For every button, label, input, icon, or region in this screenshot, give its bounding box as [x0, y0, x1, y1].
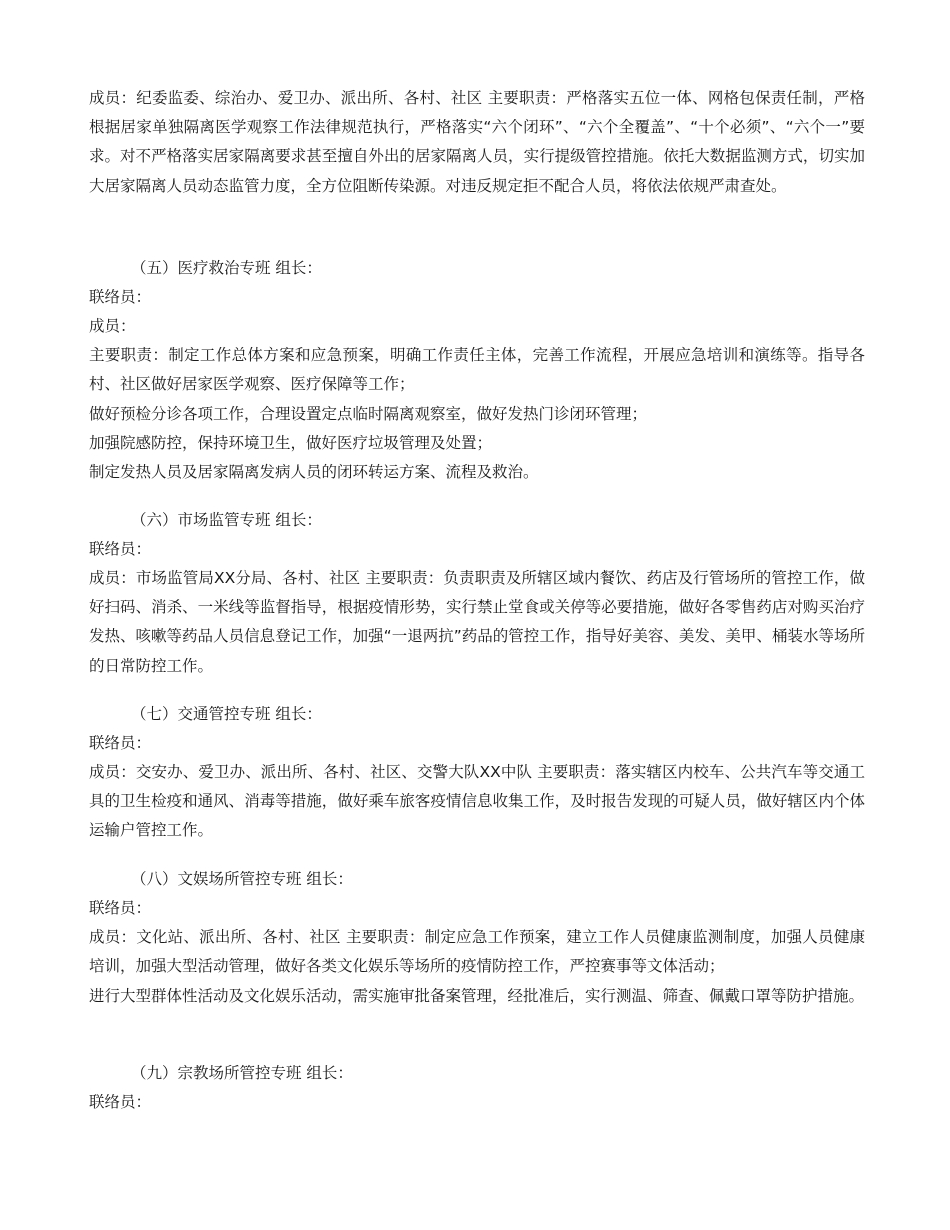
members-medical: 成员： — [89, 317, 136, 335]
liaison-religious: 联络员： — [89, 1093, 152, 1111]
duties-entertainment-approval: 进行大型群体性活动及文化娱乐活动，需实施审批备案管理，经批准后，实行测温、筛查、佩戴口罩等防护措施。 — [89, 987, 865, 1005]
members-duties-entertainment: 成员：文化站、派出所、各村、社区 主要职责：制定应急工作预案，建立工作人员健康监测制度，加强人员健康培训，加强大型活动管理，做好各类文化娱乐等场所的疫情防控工作，严控赛事等文体活动； — [89, 928, 865, 976]
heading-religious-venues: （九）宗教场所管控专班 组长： — [131, 1064, 353, 1082]
duties-medical: 主要职责：制定工作总体方案和应急预案，明确工作责任主体，完善工作流程，开展应急培训和演练等。指导各村、社区做好居家医学观察、医疗保障等工作； — [89, 346, 865, 394]
liaison-entertainment: 联络员： — [89, 899, 152, 917]
members-duties-market: 成员：市场监管局XX分局、各村、社区 主要职责：负责职责及所辖区域内餐饮、药店及行管场所的管控工作，做好扫码、消杀、一米线等监督指导，根据疫情形势，实行禁止堂食或关停等必要措施，做好各零售药店对购买治疗发热、咳嗽等药品人员信息登记工作，加强“一退两抗”药品的管控工作，指导好美容、美发、美甲、桶装水等场所的日常防控工作。 — [89, 569, 865, 675]
liaison-market: 联络员： — [89, 540, 152, 558]
heading-medical-treatment: （五）医疗救治专班 组长： — [131, 259, 322, 277]
duties-medical-transfer: 制定发热人员及居家隔离发病人员的闭环转运方案、流程及救治。 — [89, 463, 539, 481]
paragraph-members-group-4: 成员：纪委监委、综治办、爱卫办、派出所、各村、社区 主要职责：严格落实五位一体、网格包保责任制，严格根据居家单独隔离医学观察工作法律规范执行，严格落实“六个闭环”、“六个全覆盖”、“十个必须”、“六个一”要求。对不严格落实居家隔离要求甚至擅自外出的居家隔离人员，实行提级管控措施。依托大数据监测方式，切实加大居家隔离人员动态监管力度，全方位阻断传染源。对违反规定拒不配合人员，将依法依规严肃查处。 — [89, 89, 865, 195]
heading-entertainment-venues: （八）文娱场所管控专班 组长： — [131, 870, 353, 888]
duties-medical-triage: 做好预检分诊各项工作，合理设置定点临时隔离观察室，做好发热门诊闭环管理； — [89, 405, 648, 423]
liaison-medical: 联络员： — [89, 288, 152, 306]
heading-market-supervision: （六）市场监管专班 组长： — [131, 511, 322, 529]
liaison-traffic: 联络员： — [89, 734, 152, 752]
members-duties-traffic: 成员：交安办、爱卫办、派出所、各村、社区、交警大队XX中队 主要职责：落实辖区内校车、公共汽车等交通工具的卫生检疫和通风、消毒等措施，做好乘车旅客疫情信息收集工作，及时报告发现的可疑人员，做好辖区内个体运输户管控工作。 — [89, 763, 865, 840]
duties-medical-infection: 加强院感防控，保持环境卫生，做好医疗垃圾管理及处置； — [89, 434, 493, 452]
heading-traffic-control: （七）交通管控专班 组长： — [131, 705, 322, 723]
